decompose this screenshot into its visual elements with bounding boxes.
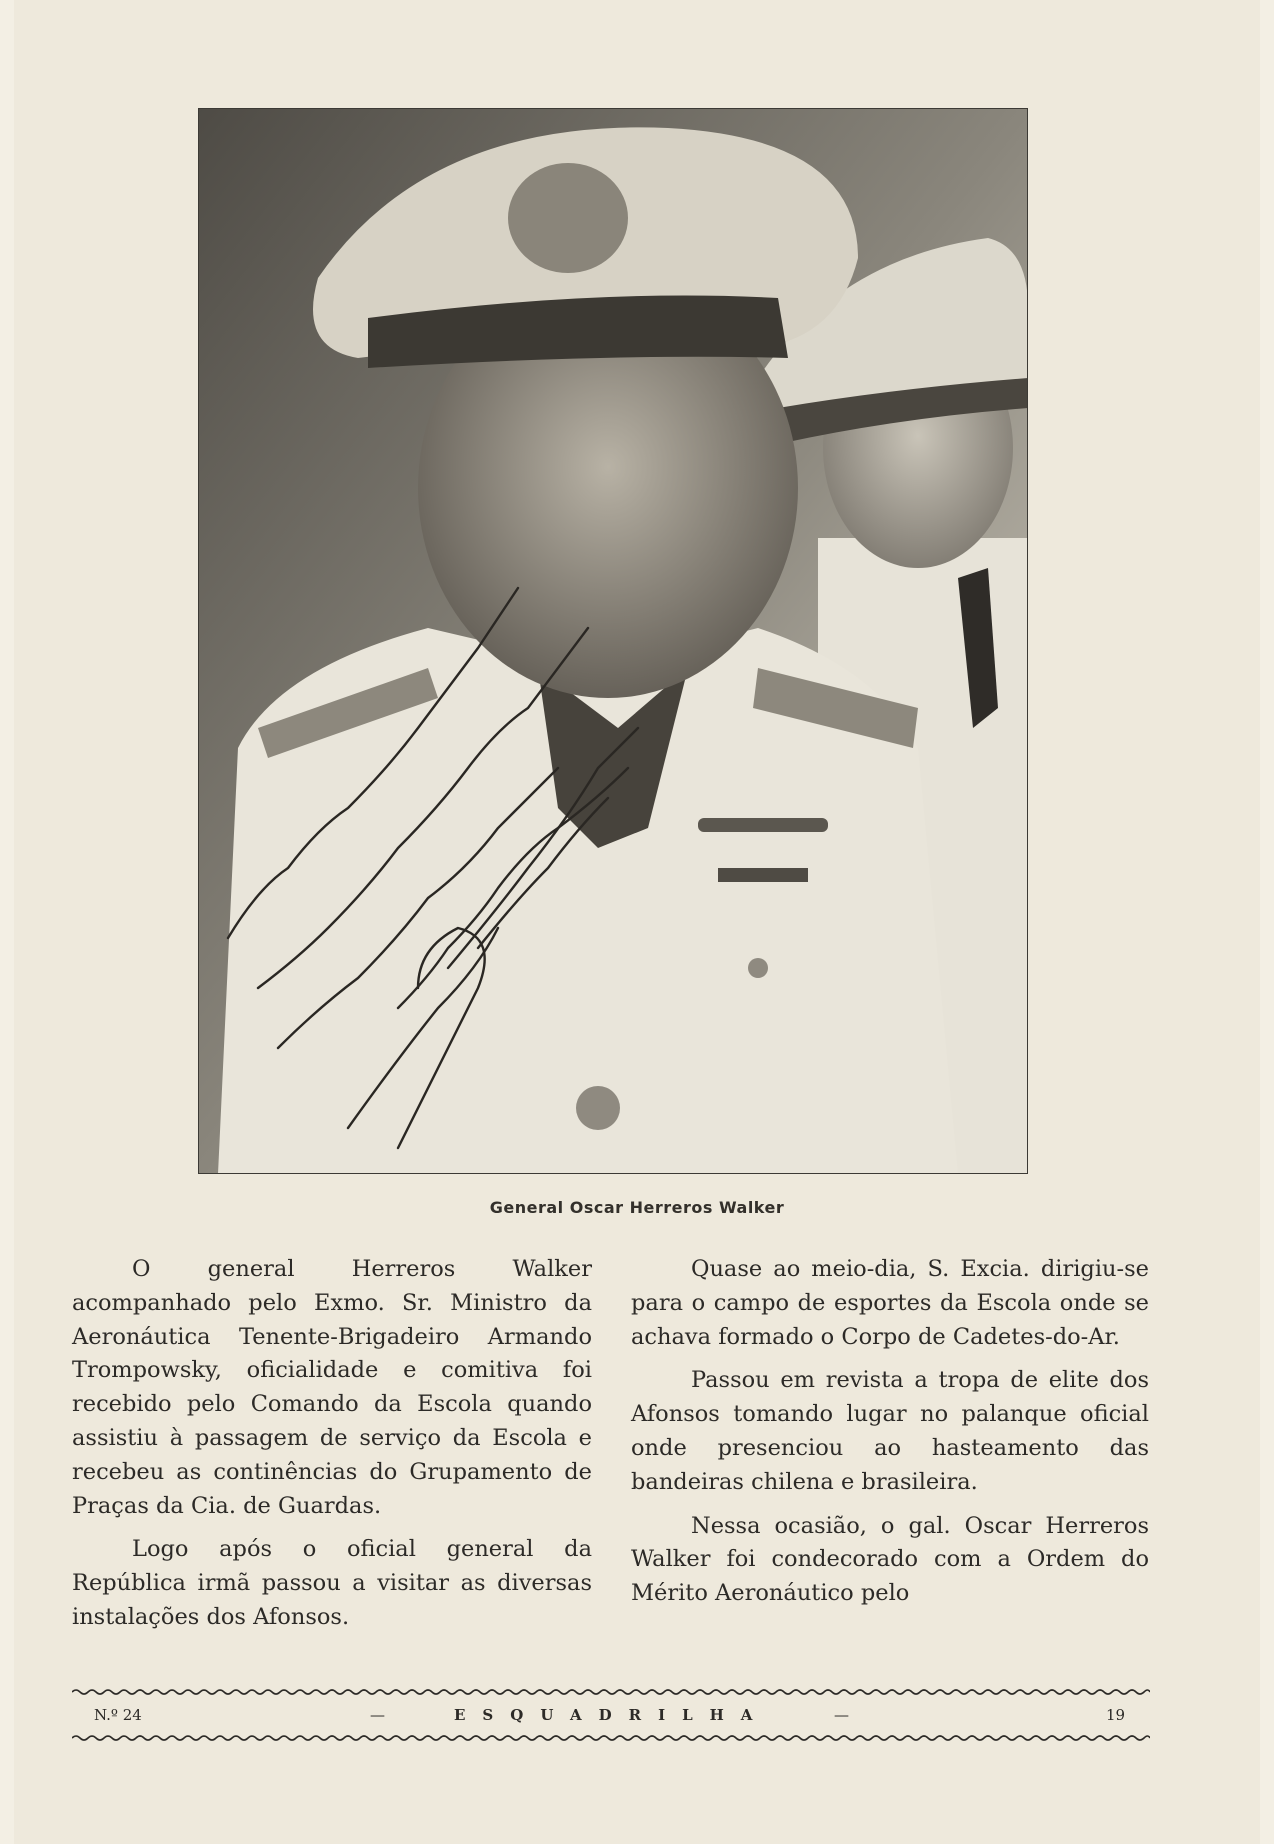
left-column (72, 1253, 592, 1645)
paragraph: Passou em revista a tropa de elite dos Afonsos tomando lugar no palanque oficial onde presenciou ao hasteamento das bandeiras chilena e brasileira. (631, 1367, 1149, 1495)
footer-dash: — (370, 1706, 385, 1724)
wavy-divider-bottom (72, 1734, 1150, 1742)
right-column (631, 1253, 1149, 1621)
magazine-name: ESQUADRILHA (454, 1706, 770, 1724)
photo-illustration (198, 108, 1028, 1174)
portrait-photo (198, 108, 1028, 1174)
paragraph: O general Herreros Walker acompanhado pelo Exmo. Sr. Ministro da Aeronáutica Tenente-Brigadeiro Armando Trompowsky, oficialidade e comitiva foi recebido pelo Comando da Escola quando assistiu à passagem de serviço da Escola e recebeu as continências do Grupamento de Praças da Cia. de Guardas. (72, 1256, 592, 1519)
footer-dash: — (834, 1706, 849, 1724)
paragraph: Quase ao meio-dia, S. Excia. dirigiu-se para o campo de esportes da Escola onde se achava formado o Corpo de Cadetes-do-Ar. (631, 1256, 1149, 1350)
wavy-divider-top (72, 1688, 1150, 1696)
page-number: 19 (1106, 1706, 1126, 1724)
issue-number: N.º 24 (94, 1706, 142, 1724)
page-footer (72, 1700, 1150, 1728)
photo-caption: General Oscar Herreros Walker (489, 1198, 785, 1217)
paragraph: Logo após o oficial general da República irmã passou a visitar as diversas instalações dos Afonsos. (72, 1536, 592, 1630)
paragraph: Nessa ocasião, o gal. Oscar Herreros Walker foi condecorado com a Ordem do Mérito Aeronáutico pelo (631, 1512, 1149, 1607)
